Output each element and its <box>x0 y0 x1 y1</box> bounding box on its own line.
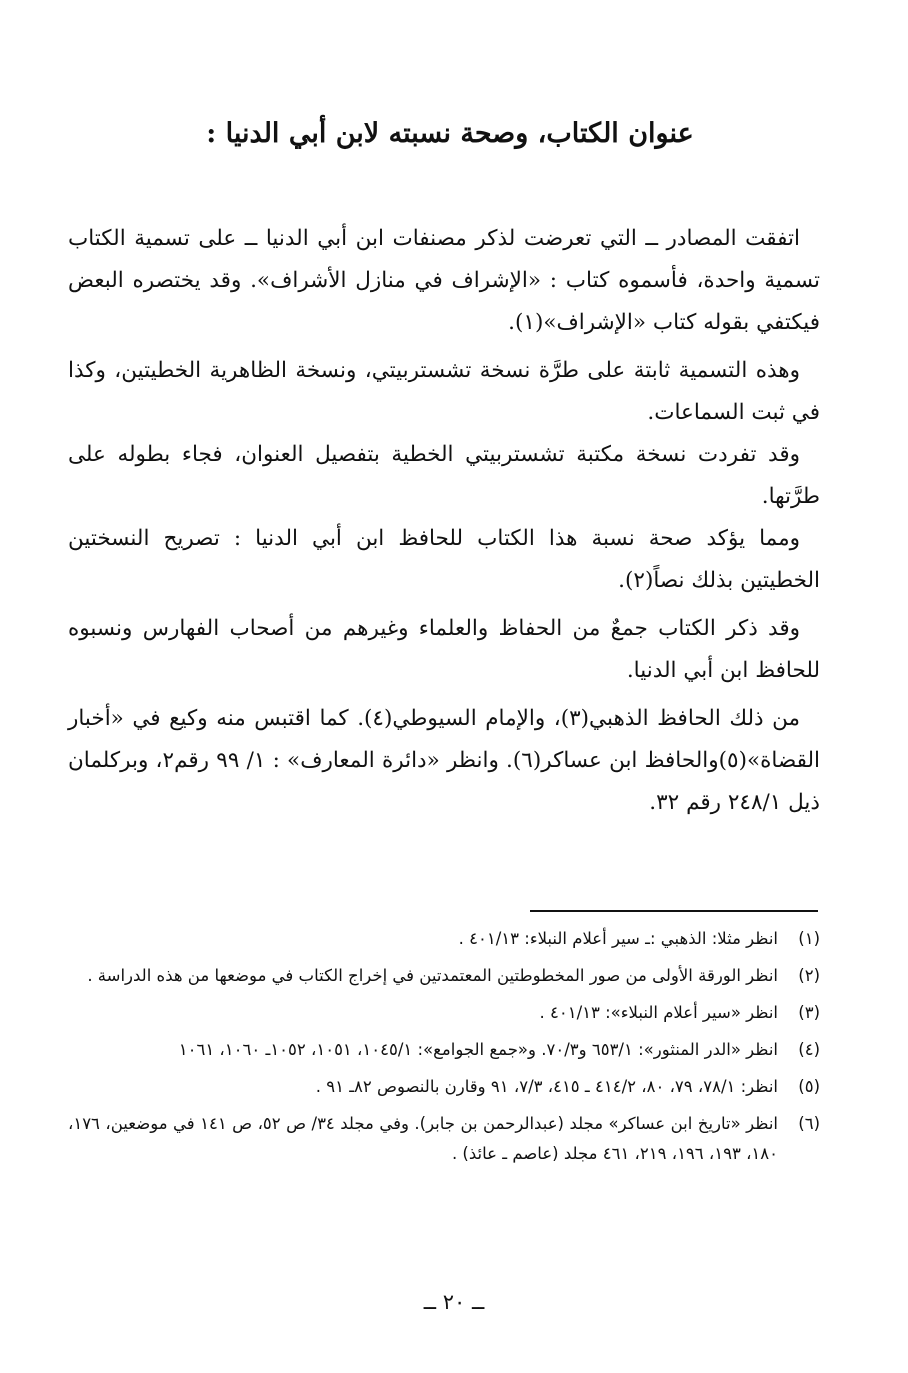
footnote-text: انظر: ٧٨/١، ٧٩، ٨٠، ٤١٤/٢ ـ ٤١٥، ٧/٣، ٩١ وقارن بالنصوص ٨٢ـ ٩١ . <box>315 1077 778 1096</box>
page-number: ــ ٢٠ ــ <box>423 1290 485 1314</box>
section-heading: عنوان الكتاب، وصحة نسبته لابن أبي الدنيا : <box>206 118 694 149</box>
footnote <box>68 1109 820 1169</box>
footnote <box>68 961 820 991</box>
footnote-separator <box>530 910 818 912</box>
footnotes <box>68 924 820 1176</box>
paragraph-title-manuscripts: وهذه التسمية ثابتة على طرَّة نسخة تشستربيتي، ونسخة الظاهرية الخطيتين، وكذا في ثبت السماعات. <box>68 358 820 425</box>
footnote <box>68 1035 820 1065</box>
footnote-number: (٤) <box>798 1040 820 1059</box>
paragraph-scholars: وقد ذكر الكتاب جمعٌ من الحفاظ والعلماء وغيرهم من أصحاب الفهارس ونسبوه للحافظ ابن أبي الدنيا. <box>68 616 820 683</box>
footnote-number: (٥) <box>798 1077 820 1096</box>
footnote-text: انظر «سير أعلام النبلاء»: ٤٠١/١٣ . <box>539 1003 778 1022</box>
footnote-text: انظر الورقة الأولى من صور المخطوطتين المعتمدتين في إخراج الكتاب في موضعها من هذه الدراسة . <box>87 966 778 985</box>
footnote-number: (١) <box>798 929 820 948</box>
footnote-text: انظر «الدر المنثور»: ٦٥٣/١ و٧٠/٣. و«جمع الجوامع»: ١٠٤٥/١، ١٠٥١، ١٠٥٢ـ ١٠٦٠، ١٠٦١ <box>178 1040 778 1059</box>
paragraph-title-detail: وقد تفردت نسخة مكتبة تشستربيتي الخطية بتفصيل العنوان، فجاء بطوله على طرَّتها. <box>68 442 820 509</box>
footnote <box>68 998 820 1028</box>
footnote <box>68 1072 820 1102</box>
footnote <box>68 924 820 954</box>
main-text <box>68 218 820 830</box>
paragraph-title-sources: اتفقت المصادر ــ التي تعرضت لذكر مصنفات ابن أبي الدنيا ــ على تسمية الكتاب تسمية واحدة، فأسموه كتاب : «الإشراف في منازل الأشراف». وقد يختصره البعض فيكتفي بقوله كتاب «الإشراف»(١). <box>68 226 820 335</box>
footnote-text: انظر «تاريخ ابن عساكر» مجلد (عبدالرحمن بن جابر). وفي مجلد ٣٤/ ص ٥٢، ص ١٤١ في موضعين، ١٧٦، ١٨٠، ١٩٣، ١٩٦، ٢١٩، ٤٦١ مجلد (عاصم ـ عائذ) . <box>68 1114 778 1163</box>
footnote-text: انظر مثلا: الذهبي :ـ سير أعلام النبلاء: ٤٠١/١٣ . <box>458 929 778 948</box>
footnote-number: (٢) <box>798 966 820 985</box>
paragraph-attribution-proof: ومما يؤكد صحة نسبة هذا الكتاب للحافظ ابن أبي الدنيا : تصريح النسختين الخطيتين بذلك نصاً(٢). <box>68 526 820 593</box>
paragraph-references: من ذلك الحافظ الذهبي(٣)، والإمام السيوطي(٤). كما اقتبس منه وكيع في «أخبار القضاة»(٥)والحافظ ابن عساكر(٦). وانظر «دائرة المعارف» : ١/ ٩٩ رقم٢، وبركلمان ذيل ٢٤٨/١ رقم ٣٢. <box>68 706 820 815</box>
footnote-number: (٦) <box>798 1114 820 1133</box>
footnote-number: (٣) <box>798 1003 820 1022</box>
